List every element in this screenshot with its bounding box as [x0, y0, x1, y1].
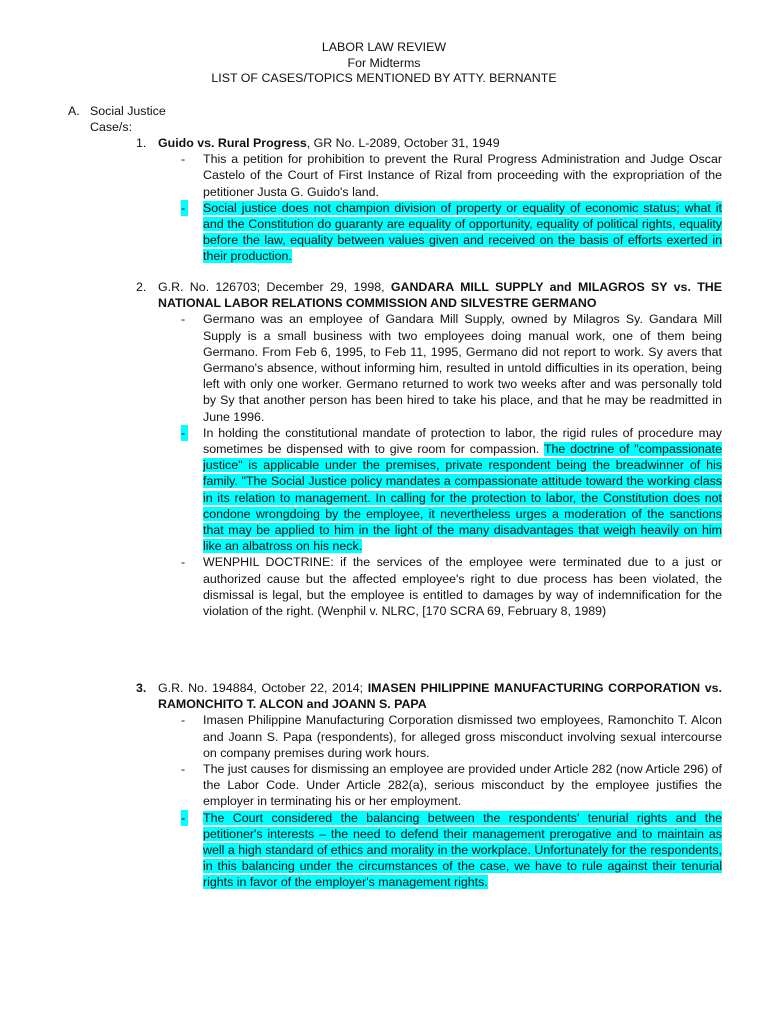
bullet-dash: -	[181, 762, 186, 777]
case-title-bold: Guido vs. Rural Progress	[158, 136, 307, 150]
case-heading	[136, 680, 722, 712]
case-bullets	[136, 712, 722, 890]
list-item	[181, 311, 722, 424]
list-item	[181, 200, 722, 265]
bullet-dash: -	[181, 555, 186, 570]
bullet-dash: -	[181, 312, 186, 327]
case-number: 2.	[136, 280, 147, 294]
case-citation: G.R. No. 126703; December 29, 1998,	[158, 280, 391, 294]
list-item	[181, 554, 722, 619]
section-heading	[68, 103, 166, 119]
header-title: LABOR LAW REVIEW	[321, 40, 447, 54]
case-item	[136, 279, 722, 619]
bullet-text: This a petition for prohibition to prevent the Rural Progress Administration and Judge Oscar Castelo of the Court of First Instance of Rizal from proceeding with the expropriation of the petitioner Justa G. Guido's land.	[203, 152, 722, 199]
section-letter: A.	[68, 104, 80, 118]
list-item	[181, 761, 722, 810]
cases-label: Case/s:	[90, 120, 133, 134]
bullet-dash: -	[181, 810, 188, 826]
highlighted-text: Social justice does not champion division of property or equality of economic status; what it and the Constitution do guaranty are equality of opportunity, equality of political rights, equality before the law, equality between values given and received on the basis of efforts exerted in their production.	[203, 200, 722, 264]
section-title: Social Justice	[90, 104, 166, 118]
case-citation: , GR No. L-2089, October 31, 1949	[306, 136, 500, 150]
list-item	[181, 151, 722, 200]
case-bullets	[136, 311, 722, 619]
bullet-dash: -	[181, 200, 188, 216]
bullet-text: WENPHIL DOCTRINE: if the services of the employee were terminated due to a just or authorized cause but the affected employee's right to due process has been violated, the dismissal is legal, but the employee is entitled to damages by way of indemnification for the violation of the right. (Wenphil v. NLRC, [170 SCRA 69, February 8, 1989)	[203, 555, 722, 619]
case-title-bold: GANDARA MILL SUPPLY and MILAGROS SY vs. THE NATIONAL LABOR RELATIONS COMMISSION AND SILVESTRE GERMANO	[158, 280, 722, 311]
case-title-bold: IMASEN PHILIPPINE MANUFACTURING CORPORATION vs. RAMONCHITO T. ALCON and JOANN S. PAPA	[158, 681, 723, 712]
bullet-dash: -	[181, 713, 186, 728]
highlighted-text: The doctrine of "compassionate justice" is applicable under the premises, private respondent being the breadwinner of his family. "The Social Justice policy mandates a compassionate attitude toward the working class in its relation to management. In calling for the protection to labor, the Constitution does not condone wrongdoing by the employee, it nevertheless urges a moderation of the sanctions that may be applied to him in the light of the many disadvantages that weigh heavily on him like an albatross on his neck.	[203, 442, 722, 554]
case-heading	[136, 135, 722, 151]
bullet-dash: -	[181, 425, 188, 441]
case-bullets	[136, 151, 722, 264]
bullet-dash: -	[181, 152, 186, 167]
bullet-text: In holding the constitutional mandate of protection to labor, the rigid rules of procedure may sometimes be dispensed with to give room for compassion.	[203, 425, 722, 457]
bullet-text: Imasen Philippine Manufacturing Corporation dismissed two employees, Ramonchito T. Alcon and Joann S. Papa (respondents), for alleged gross misconduct involving sexual intercourse on company premises during work hours.	[203, 713, 722, 760]
list-item	[181, 425, 722, 555]
highlighted-text: The Court considered the balancing between the respondents' tenurial rights and the petitioner's interests – the need to defend their management prerogative and to maintain as well a high standard of ethics and morality in the workplace. Unfortunately for the respondents, in this balancing under the circumstances of the case, we have to rule against their tenurial rights in favor of the employer's management rights.	[203, 810, 722, 890]
case-item	[136, 680, 722, 891]
case-number: 3.	[136, 681, 147, 695]
case-citation: G.R. No. 194884, October 22, 2014;	[158, 681, 368, 695]
case-number: 1.	[136, 136, 147, 150]
header-list-title: LIST OF CASES/TOPICS MENTIONED BY ATTY. BERNANTE	[211, 71, 557, 85]
bullet-text: Germano was an employee of Gandara Mill Supply, owned by Milagros Sy. Gandara Mill Supply is a small business with two employees doing manual work, one of them being Germano. From Feb 6, 1995, to Feb 11, 1995, Germano did not report to work. Sy avers that Germano's absence, without informing him, resulted in untold difficulties in its operation, being left with only one worker. Germano returned to work two weeks after and was personally told by Sy that another person has been hired to take his place, and that he may be readmitted in June 1996.	[203, 312, 722, 424]
list-item	[181, 810, 722, 891]
header-subtitle: For Midterms	[347, 55, 421, 70]
case-item	[136, 135, 722, 265]
document-header	[0, 40, 768, 87]
list-item	[181, 712, 722, 761]
case-heading	[136, 279, 722, 311]
bullet-text: The just causes for dismissing an employee are provided under Article 282 (now Article 296) of the Labor Code. Under Article 282(a), serious misconduct by the employee justifies the employer in terminating his or her employment.	[203, 762, 722, 809]
